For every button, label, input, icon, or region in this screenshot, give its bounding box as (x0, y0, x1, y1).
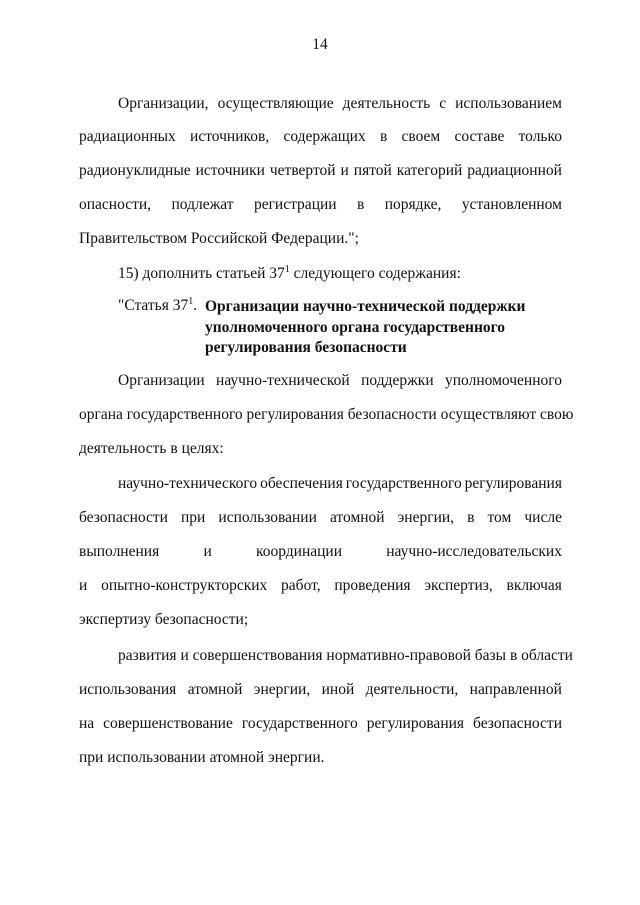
word: регистрации (253, 196, 337, 213)
word: в (356, 196, 365, 213)
word: использовании (218, 509, 317, 526)
item-15-text-after: следующего содержания: (289, 265, 461, 282)
para4-line2 (79, 681, 562, 699)
word: атомной (187, 681, 243, 698)
para1-line4 (79, 196, 562, 214)
word: включая (506, 577, 562, 594)
word: с (439, 95, 447, 112)
para1-line1 (118, 95, 562, 113)
word: в (379, 128, 388, 145)
word: радиационной (467, 162, 562, 179)
word: опасности, (79, 196, 152, 213)
word: научно-технической (216, 372, 350, 389)
word: четвертой (269, 162, 336, 179)
para3-line4 (79, 577, 562, 595)
para2-line1 (118, 372, 562, 390)
word: безопасности (473, 715, 562, 732)
word: числе (524, 509, 562, 526)
word: Организации (118, 372, 205, 389)
word: обеспечения (260, 475, 343, 492)
word: и (340, 162, 349, 179)
word: в (467, 509, 475, 526)
word: подлежат (171, 196, 234, 213)
word: совершенствование (103, 715, 233, 732)
word: содержащих (283, 128, 366, 145)
item-15-text-before: 15) дополнить статьей 37 (118, 265, 285, 282)
word: экспертиз, (424, 577, 493, 594)
item-15-superscript: 1 (284, 264, 290, 275)
para1-line3 (79, 162, 562, 180)
word: своем (401, 128, 441, 145)
para2-line2: органа государственного регулирования безопасности осуществляют свою (79, 406, 574, 423)
word: том (487, 509, 512, 526)
word: осуществляющие (217, 95, 334, 112)
word: работ, (281, 577, 321, 594)
para3-line1 (118, 475, 562, 493)
page-number: 14 (312, 36, 328, 53)
word: энергии, (253, 681, 311, 698)
word: поддержки (361, 372, 434, 389)
word: Организации, (118, 95, 209, 112)
word: регулирования (464, 475, 562, 492)
word: координации (255, 543, 342, 560)
word: направленной (469, 681, 562, 698)
para3-line2 (79, 509, 562, 527)
word: на (79, 715, 95, 732)
para1-line2 (79, 128, 562, 146)
para2-line3: деятельность в целях: (79, 440, 224, 457)
article-title-line2: уполномоченного органа государственного (205, 318, 506, 336)
item-15 (118, 265, 601, 283)
word: государственного (345, 475, 462, 492)
article-label-after: . (193, 297, 198, 314)
word: государственного (241, 715, 358, 732)
word: пятой (353, 162, 392, 179)
para3-line3 (79, 543, 562, 561)
word: проведения (334, 577, 411, 594)
word: научно-технического (118, 475, 258, 492)
word: опытно-конструкторских (101, 577, 268, 594)
word: научно-исследовательских (386, 543, 562, 560)
word: безопасности (79, 509, 168, 526)
article-title-line1: Организации научно-технической поддержки (205, 298, 526, 315)
word: атомной (329, 509, 385, 526)
word: использования (79, 681, 177, 698)
word: радиационных (79, 128, 176, 145)
word: и (203, 543, 212, 560)
para1-line5: Правительством Российской Федерации."; (79, 230, 359, 247)
word: уполномоченного (445, 372, 562, 389)
word: источники (195, 162, 265, 179)
word: составе (454, 128, 505, 145)
para4-line3 (79, 715, 562, 733)
article-title (205, 297, 525, 359)
para4-line4: при использовании атомной энергии. (79, 749, 325, 766)
word: энергии, (397, 509, 455, 526)
article-title-line3: регулирования безопасности (205, 339, 407, 356)
word: порядке, (384, 196, 442, 213)
word: и (79, 577, 88, 594)
word: источников, (190, 128, 270, 145)
para3-line5: экспертизу безопасности; (79, 611, 249, 628)
word: деятельность (342, 95, 431, 112)
word: иной (321, 681, 355, 698)
word: при (181, 509, 206, 526)
word: категорий (396, 162, 463, 179)
article-label-superscript: 1 (188, 296, 194, 307)
word: регулирования (366, 715, 465, 732)
word: выполнения (79, 543, 160, 560)
para4-line1: развития и совершенствования нормативно-правовой базы в области (118, 647, 573, 664)
word: использованием (455, 95, 562, 112)
word: деятельности, (365, 681, 459, 698)
word: установленном (461, 196, 562, 213)
word: радионуклидные (79, 162, 191, 179)
article-label (118, 297, 197, 315)
word: только (518, 128, 562, 145)
article-label-before: "Статья 37 (118, 297, 189, 314)
